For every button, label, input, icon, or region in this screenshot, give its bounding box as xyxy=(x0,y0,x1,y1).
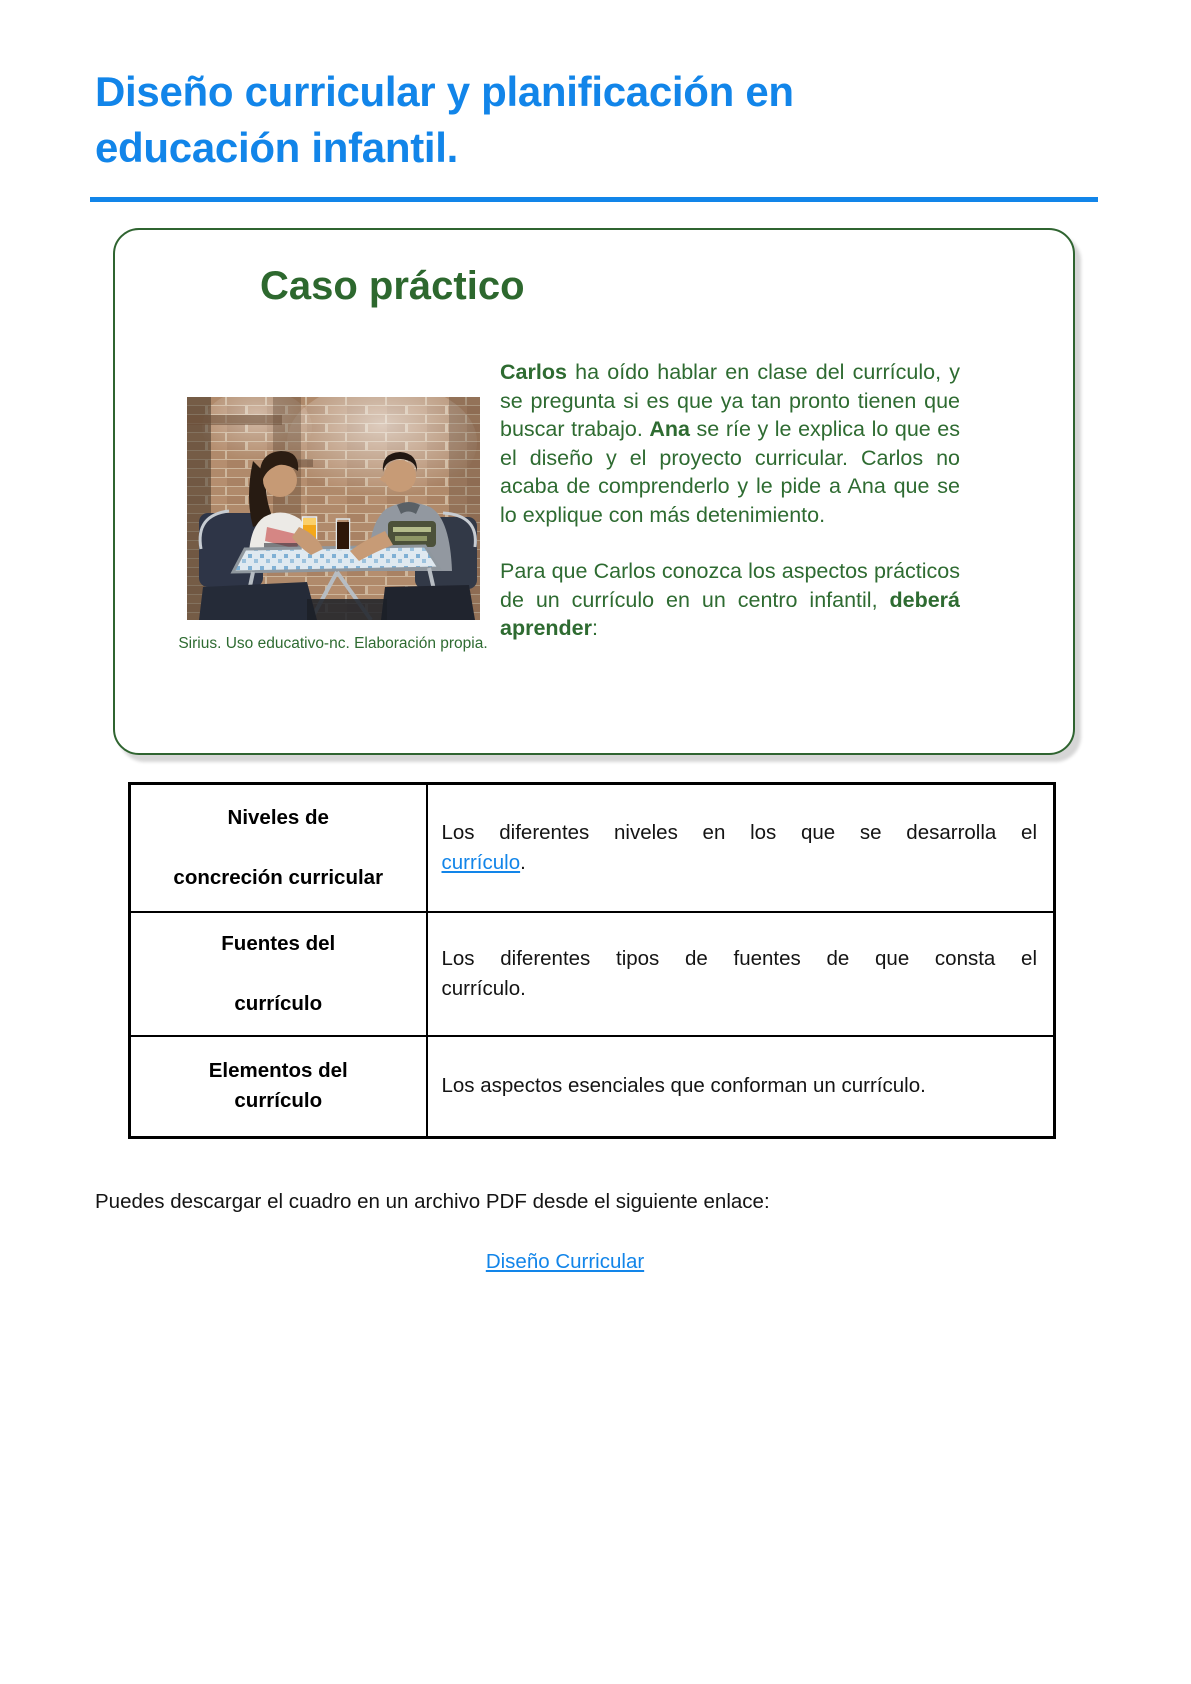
debera-aprender-bold: deberá aprender xyxy=(500,587,960,640)
case-box xyxy=(113,228,1075,755)
table-row-niveles xyxy=(130,784,1055,912)
summary-table xyxy=(128,782,1056,1139)
download-note: Puedes descargar el cuadro en un archivo PDF desde el siguiente enlace: xyxy=(95,1190,770,1213)
row-header-niveles: Niveles de concreción curricular xyxy=(130,784,427,912)
case-paragraph-2: Para que Carlos conozca los aspectos prácticos de un currículo en un centro infantil, deberá aprender: xyxy=(500,559,960,640)
download-link-container xyxy=(0,1250,1130,1274)
case-heading: Caso práctico xyxy=(260,264,525,308)
table-row-elementos xyxy=(130,1036,1055,1138)
page-title xyxy=(95,64,794,177)
table-row-fuentes xyxy=(130,912,1055,1036)
row-header-elementos: Elementos del currículo xyxy=(130,1036,427,1138)
photo-caption: Sirius. Uso educativo-nc. Elaboración propia. xyxy=(178,635,488,652)
curriculo-link[interactable]: currículo xyxy=(441,850,521,874)
page-title-line1: Diseño curricular y planificación en xyxy=(95,68,794,115)
cafe-scene-illustration xyxy=(187,397,480,620)
name-ana: Ana xyxy=(649,417,690,441)
case-paragraph-1: Carlos ha oído hablar en clase del currículo, y se pregunta si es que ya tan pronto tienen que buscar trabajo. Ana se ríe y le explica lo que es el diseño y el proyecto curricular. Carlos no acaba de comprenderlo y le pide a Ana que se lo explique con más detenimiento. xyxy=(500,360,960,527)
name-carlos: Carlos xyxy=(500,360,567,384)
row-description-elementos: Los aspectos esenciales que conforman un currículo. xyxy=(427,1036,1055,1138)
title-underline xyxy=(90,197,1098,202)
diseno-curricular-link[interactable]: Diseño Curricular xyxy=(485,1250,645,1273)
page-title-line2: educación infantil. xyxy=(95,124,459,172)
row-header-fuentes: Fuentes del currículo xyxy=(130,912,427,1036)
case-text-column xyxy=(500,358,960,643)
row-description-niveles: Los diferentes niveles en los que se desarrolla el currículo. xyxy=(427,784,1055,912)
case-photo xyxy=(187,397,480,620)
row-description-fuentes: Los diferentes tipos de fuentes de que consta el currículo. xyxy=(427,912,1055,1036)
